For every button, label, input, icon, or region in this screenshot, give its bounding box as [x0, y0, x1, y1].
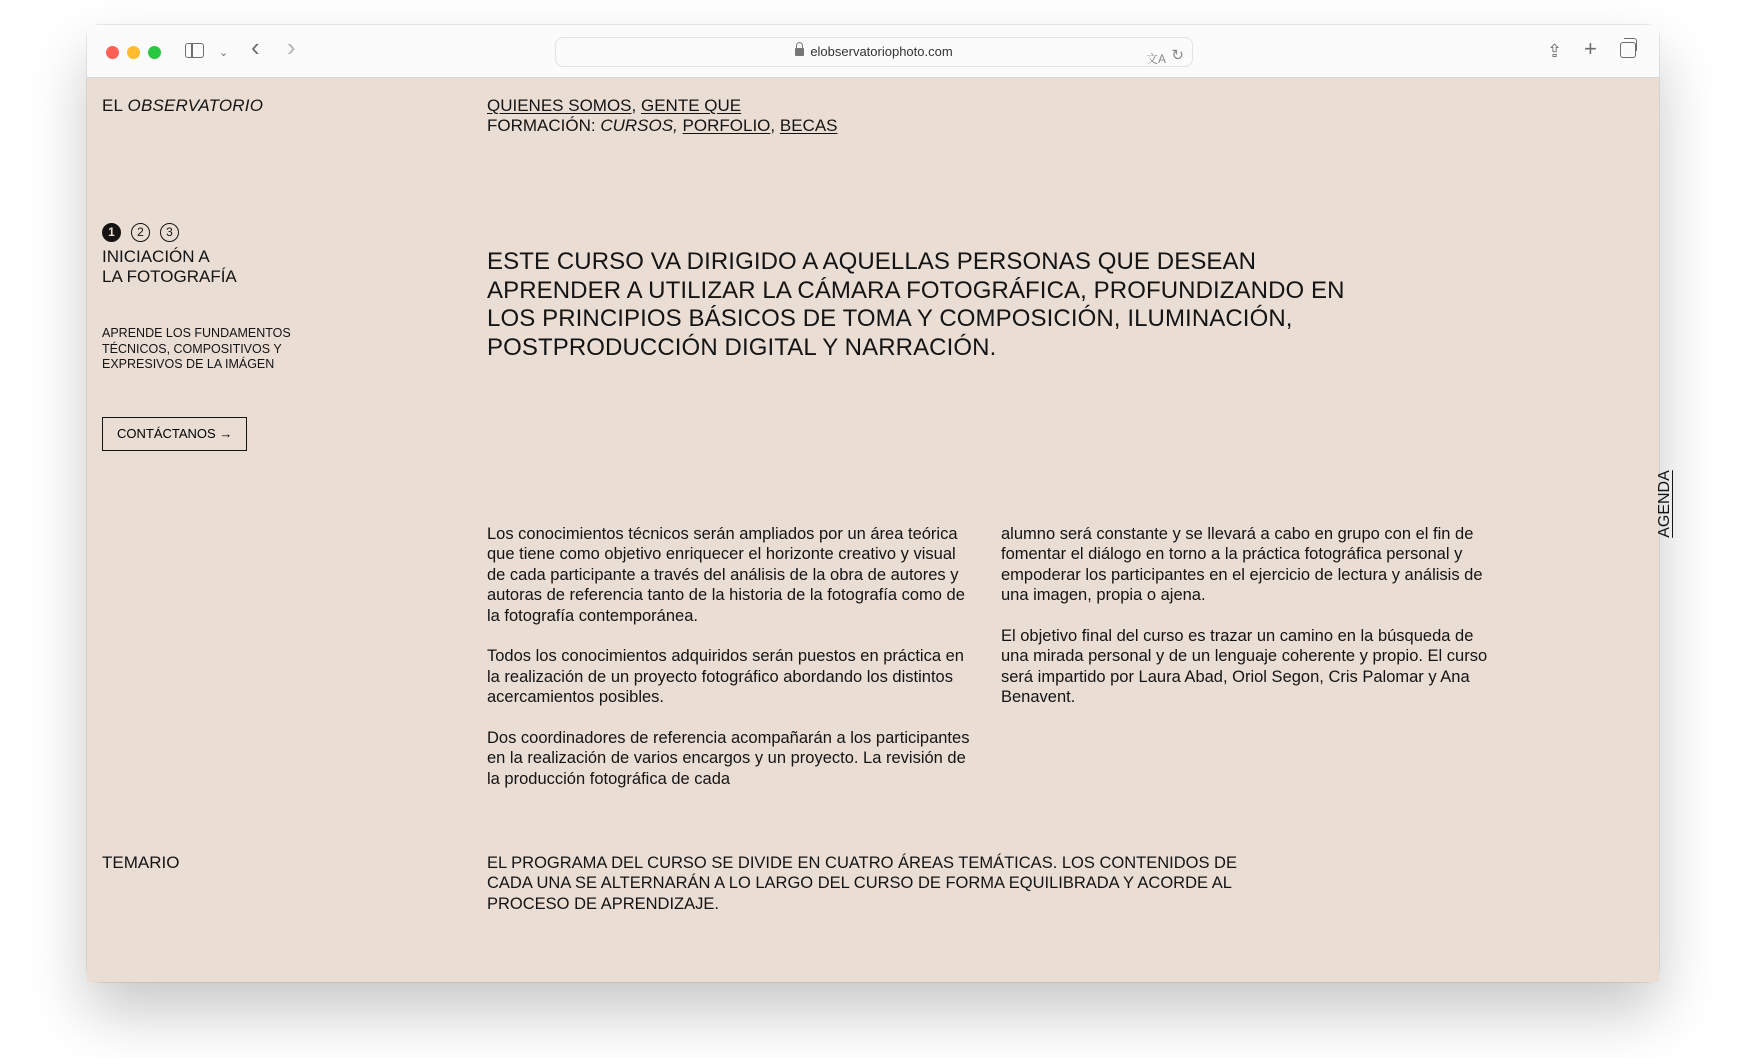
course-steps: [102, 223, 179, 242]
temario-description: EL PROGRAMA DEL CURSO SE DIVIDE EN CUATRO ÁREAS TEMÁTICAS. LOS CONTENIDOS DE CADA UNA SE ALTERNARÁN A LO LARGO DEL CURSO DE FORMA EQUILIBRADA Y ACORDE AL PROCESO DE APRENDIZAJE.: [487, 854, 1237, 913]
browser-window: [87, 25, 1673, 982]
back-arrow-icon[interactable]: ‹: [251, 32, 260, 62]
main-nav: QUIENES SOMOS, GENTE QUE FORMACIÓN: CURSOS, PORFOLIO, BECAS: [487, 96, 838, 135]
new-tab-icon[interactable]: +: [1584, 36, 1597, 61]
nav-link-gente-que[interactable]: GENTE QUE: [640, 96, 742, 115]
body-paragraph: alumno será constante y se llevará a cabo en grupo con el fin de fomentar el diálogo en torno a la práctica fotográfica personal y empoderar los participantes en el ejercicio de lectura y análisis de una imagen, propia o ajena.: [1001, 525, 1483, 605]
course-headline: ESTE CURSO VA DIRIGIDO A AQUELLAS PERSONAS QUE DESEAN APRENDER A UTILIZAR LA CÁMARA FOTOGRÁFICA, PROFUNDIZANDO EN LOS PRINCIPIOS BÁSICOS DE TOMA Y COMPOSICIÓN, ILUMINACIÓN, POSTPRODUCCIÓN DIGITAL Y NARRACIÓN.: [487, 248, 1345, 361]
translate-icon[interactable]: 文A: [1145, 52, 1166, 66]
reload-icon[interactable]: ↻: [1171, 47, 1184, 64]
nav-link-cursos[interactable]: CURSOS,: [600, 116, 678, 135]
course-title-line1: INICIACIÓN A: [102, 247, 210, 266]
body-paragraph: Todos los conocimientos adquiridos serán puestos en práctica en la realización de un proyecto fotográfico abordando los distintos acercamientos posibles.: [487, 647, 964, 707]
body-paragraph: Dos coordinadores de referencia acompañarán a los participantes en la realización de varios encargos y un proyecto. La revisión de la producción fotográfica de cada: [487, 729, 970, 788]
agenda-link[interactable]: AGENDA: [1656, 470, 1673, 538]
brand-name: OBSERVATORIO: [127, 96, 264, 115]
step-2-button[interactable]: 2: [131, 223, 150, 242]
share-icon[interactable]: ⇪: [1547, 41, 1563, 61]
nav-link-porfolio[interactable]: PORFOLIO: [682, 116, 771, 135]
body-column-right: [1001, 524, 1491, 728]
nav-formacion-label: FORMACIÓN:: [487, 116, 596, 135]
url-text: elobservatoriophoto.com: [810, 44, 953, 59]
temario-heading: TEMARIO: [102, 853, 180, 872]
course-subtitle: APRENDE LOS FUNDAMENTOS TÉCNICOS, COMPOSITIVOS Y EXPRESIVOS DE LA IMÁGEN: [102, 326, 291, 371]
nav-link-becas[interactable]: BECAS: [779, 116, 838, 135]
body-paragraph: El objetivo final del curso es trazar un camino en la búsqueda de una mirada personal y de un lenguaje coherente y propio. El curso será impartido por Laura Abad, Oriol Segon, Cris Palomar y Ana Benavent.: [1001, 627, 1488, 707]
brand-prefix: EL: [102, 96, 123, 115]
course-title: [102, 247, 237, 287]
step-1-button[interactable]: 1: [102, 223, 121, 242]
close-window-button[interactable]: [106, 46, 119, 59]
chevron-down-icon[interactable]: ⌄: [219, 47, 229, 59]
tab-overview-icon[interactable]: [1620, 42, 1636, 58]
step-3-button[interactable]: 3: [160, 223, 179, 242]
address-bar[interactable]: [555, 37, 1193, 67]
page-content: [87, 79, 1673, 982]
body-paragraph: Los conocimientos técnicos serán ampliados por un área teórica que tiene como objetivo enriquecer el horizonte creativo y visual de cada participante a través del análisis de la obra de autores y autoras de referencia tanto de la historia de la fotografía como de la fotografía contemporánea.: [487, 525, 965, 625]
course-title-line2: LA FOTOGRAFÍA: [102, 267, 237, 286]
browser-toolbar: [87, 25, 1659, 78]
lock-icon: [795, 48, 804, 56]
site-logo[interactable]: [102, 96, 263, 116]
body-column-left: [487, 524, 977, 810]
forward-arrow-icon[interactable]: ›: [287, 32, 296, 62]
nav-link-quienes-somos[interactable]: QUIENES SOMOS: [487, 96, 632, 115]
sidebar-toggle-icon[interactable]: [185, 43, 204, 58]
zoom-window-button[interactable]: [148, 46, 161, 59]
minimize-window-button[interactable]: [127, 46, 140, 59]
contact-button[interactable]: CONTÁCTANOS →: [102, 417, 247, 451]
